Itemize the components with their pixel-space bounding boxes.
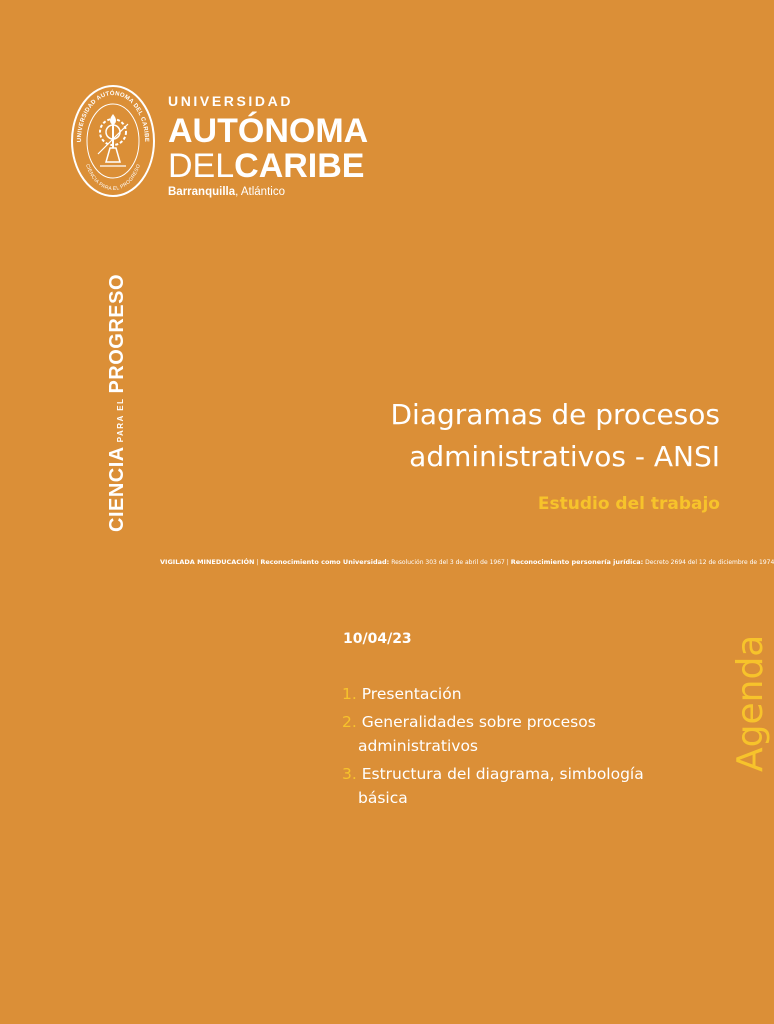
agenda-date: 10/04/23 bbox=[343, 631, 412, 647]
wordmark-del: DEL bbox=[168, 147, 235, 185]
wordmark-del-caribe bbox=[168, 149, 368, 183]
legal-label-1: Reconocimiento como Universidad: bbox=[260, 558, 390, 566]
legal-value-2: Decreto 2694 del 12 de diciembre de 1974 bbox=[643, 559, 774, 566]
agenda-item-number: 3. bbox=[342, 765, 357, 783]
vertical-slogan bbox=[107, 274, 127, 532]
university-wordmark bbox=[168, 94, 368, 199]
slogan-word-ciencia: CIENCIA bbox=[106, 446, 128, 532]
vigilada-label: VIGILADA MINEDUCACIÓN bbox=[160, 558, 255, 566]
legal-label-2: Reconocimiento personería jurídica: bbox=[510, 558, 644, 566]
presentation-subtitle: Estudio del trabajo bbox=[537, 494, 720, 514]
title-line-1: Diagramas de procesos bbox=[390, 398, 720, 431]
svg-text:CIENCIA PARA EL PROGRESO: CIENCIA PARA EL PROGRESO bbox=[84, 163, 142, 193]
legal-separator: | bbox=[254, 559, 261, 566]
agenda-list bbox=[342, 682, 662, 814]
slogan-word-para-el: PARA EL bbox=[116, 397, 125, 443]
agenda-item-number: 2. bbox=[342, 713, 357, 731]
wordmark-city: Barranquilla bbox=[168, 186, 236, 198]
agenda-heading: Agenda bbox=[730, 634, 771, 772]
svg-text:UNIVERSIDAD AUTÓNOMA DEL CARIB: UNIVERSIDAD AUTÓNOMA DEL CARIBE bbox=[76, 90, 150, 143]
wordmark-caribe: CARIBE bbox=[234, 147, 365, 185]
agenda-item bbox=[342, 762, 662, 810]
title-line-2: administrativos - ANSI bbox=[409, 440, 720, 473]
agenda-item-text: Generalidades sobre procesos administrativos bbox=[356, 713, 596, 755]
wordmark-autonoma: AUTÓNOMA bbox=[168, 112, 369, 150]
seal-emblem-icon bbox=[70, 84, 156, 198]
legal-footer bbox=[160, 558, 774, 566]
agenda-item-text: Presentación bbox=[356, 685, 462, 703]
legal-separator-2: | bbox=[504, 559, 511, 566]
university-seal-logo bbox=[70, 84, 156, 198]
wordmark-location bbox=[168, 187, 368, 199]
agenda-item bbox=[342, 682, 662, 706]
legal-value-1: Resolución 303 del 3 de abril de 1967 bbox=[389, 559, 505, 566]
wordmark-universidad: UNIVERSIDAD bbox=[168, 93, 294, 109]
agenda-item bbox=[342, 710, 662, 758]
wordmark-region: , Atlántico bbox=[235, 186, 285, 198]
agenda-item-number: 1. bbox=[342, 685, 357, 703]
slogan-word-progreso: PROGRESO bbox=[106, 273, 128, 394]
presentation-title bbox=[260, 394, 720, 478]
agenda-item-text: Estructura del diagrama, simbología básica bbox=[356, 765, 644, 807]
